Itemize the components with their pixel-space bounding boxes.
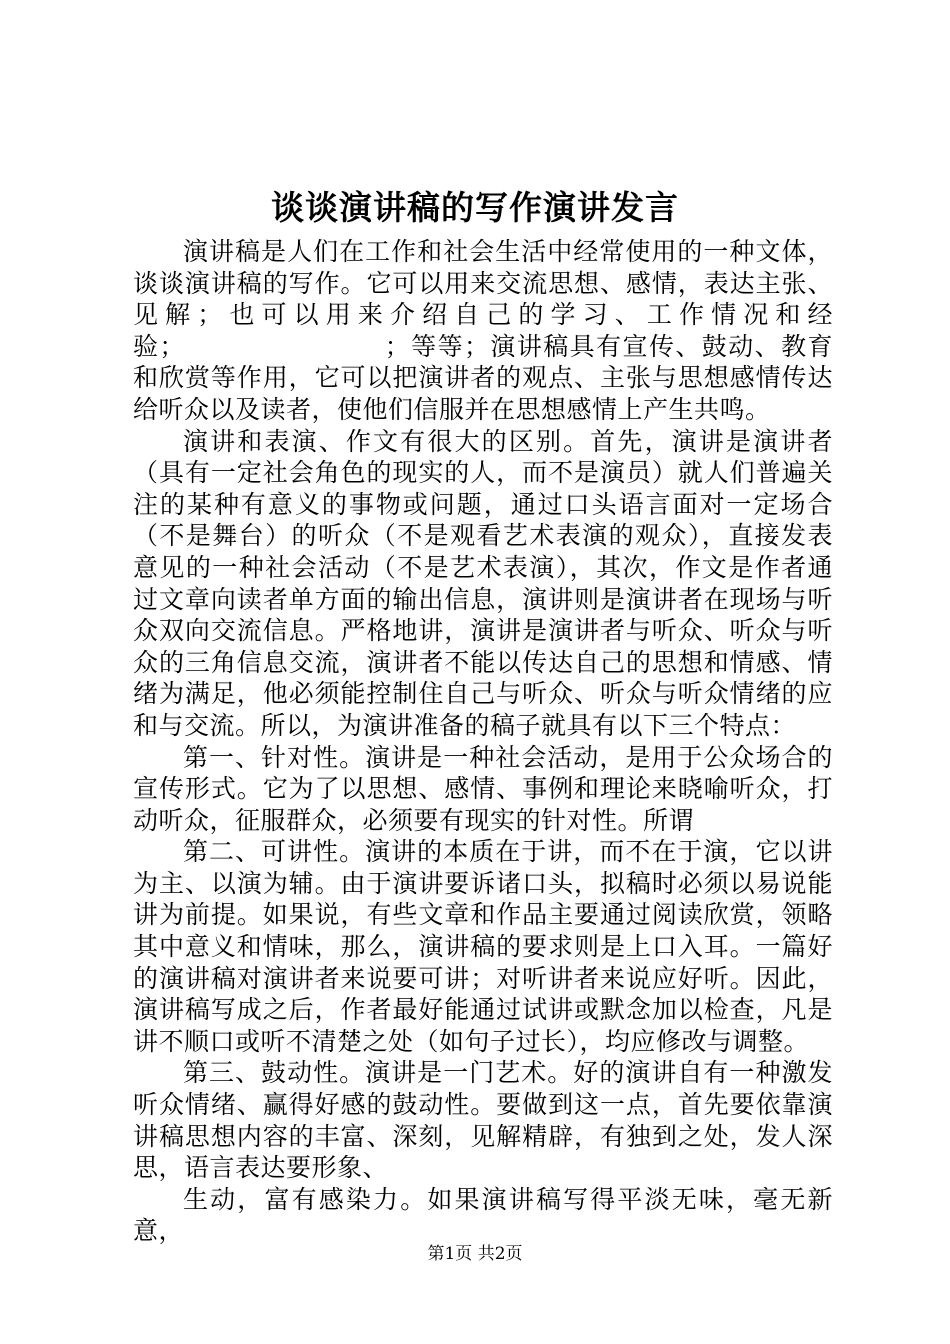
paragraph-difference: 演讲和表演、作文有很大的区别。首先，演讲是演讲者（具有一定社会角色的现实的人，而不是演员）就人们普遍关注的某种有意义的事物或问题，通过口头语言面对一定场合（不是舞台）的听众（不是观看艺术表演的观众），直接发表意见的一种社会活动（不是艺术表演），其次，作文是作者通过文章向读者单方面的输出信息，演讲则是演讲者在现场与听众双向交流信息。严格地讲，演讲是演讲者与听众、听众与听众的三角信息交流，演讲者不能以传达自己的思想和情感、情绪为满足，他必须能控制住自己与听众、听众与听众情绪的应和与交流。所以，为演讲准备的稿子就具有以下三个特点：	[133, 426, 833, 740]
paragraph-intro: 演讲稿是人们在工作和社会生活中经常使用的一种文体，谈谈演讲稿的写作。它可以用来交流思想、感情，表达主张、见解；也可以用来介绍自己的学习、工作情况和经验； ；等等；演讲稿具有宣传、鼓动、教育和欣赏等作用，它可以把演讲者的观点、主张与思想感情传达给听众以及读者，使他们信服并在思想感情上产生共鸣。	[133, 237, 833, 424]
page-number-footer: 第1页 共2页	[427, 1244, 523, 1264]
paragraph-point-two: 第二、可讲性。演讲的本质在于讲，而不在于演，它以讲为主、以演为辅。由于演讲要诉诸口头，拟稿时必须以易说能讲为前提。如果说，有些文章和作品主要通过阅读欣赏，领略其中意义和情味，那么，演讲稿的要求则是上口入耳。一篇好的演讲稿对演讲者来说要可讲；对听讲者来说应好听。因此，演讲稿写成之后，作者最好能通过试讲或默念加以检查，凡是讲不顺口或听不清楚之处（如句子过长），均应修改与调整。	[133, 837, 833, 1056]
paragraph-continuation: 生动，富有感染力。如果演讲稿写得平淡无味，毫无新意，	[133, 1184, 833, 1246]
paragraph-point-three: 第三、鼓动性。演讲是一门艺术。好的演讲自有一种激发听众情绪、赢得好感的鼓动性。要做到这一点，首先要依靠演讲稿思想内容的丰富、深刻，见解精辟，有独到之处，发人深思，语言表达要形象、	[133, 1058, 833, 1183]
document-title: 谈谈演讲稿的写作演讲发言	[271, 188, 679, 227]
paragraph-point-one: 第一、针对性。演讲是一种社会活动，是用于公众场合的宣传形式。它为了以思想、感情、事例和理论来晓喻听众，打动听众，征服群众，必须要有现实的针对性。所谓	[133, 742, 833, 835]
document-body	[133, 236, 833, 1247]
